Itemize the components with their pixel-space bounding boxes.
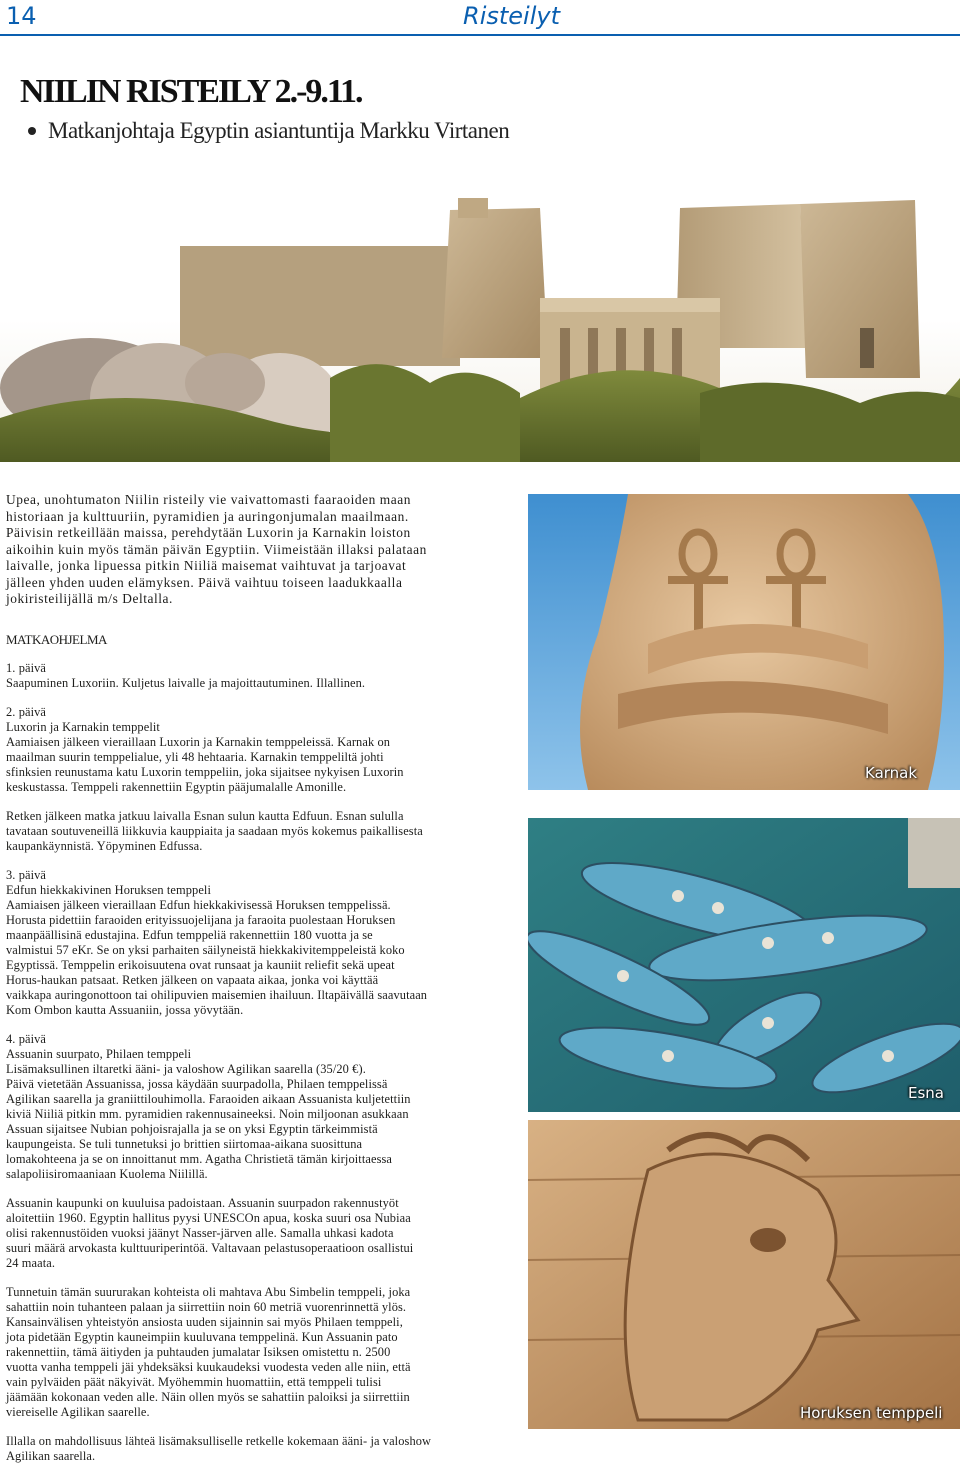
horus-caption: Horuksen temppeli xyxy=(800,1404,943,1422)
subtitle-text: Matkanjohtaja Egyptin asiantuntija Markku Virtanen xyxy=(48,118,510,143)
day2-line: keskustassa. Temppeli rakennettiin Egyptin pääjumalalle Amonille. xyxy=(6,780,347,794)
intro-line: Upea, unohtumaton Niilin risteily vie vaivattomasti faaraoiden maan xyxy=(6,492,411,507)
day3-line: Kom Ombon kautta Assuaniin, jossa yövytään. xyxy=(6,1003,244,1017)
page-number: 14 xyxy=(6,2,37,30)
day4-line: Agilikan saarella ja graniittilouhimolla. Faraoiden aikaan Assuanista kuljetettiin xyxy=(6,1092,411,1106)
aswan-line: suuri määrä arvokasta kulttuuriperintöä. Valtavaan pelastusoperaatioon osallistui xyxy=(6,1241,414,1255)
aswan-paragraph xyxy=(6,1196,508,1271)
main-title: NIILIN RISTEILY 2.-9.11. xyxy=(20,73,362,110)
esna-photo xyxy=(528,818,960,1112)
day4-label: 4. päivä xyxy=(6,1032,47,1046)
day1-section xyxy=(6,661,508,691)
day2-line: sfinksien reunustama katu Luxorin temppeliin, joka sijaitsee nykyisen Luxorin xyxy=(6,765,404,779)
day2-section xyxy=(6,705,508,795)
day4-line: Lisämaksullinen iltaretki ääni- ja valoshow Agilikan saarella (35/20 €). xyxy=(6,1062,366,1076)
esna-caption: Esna xyxy=(908,1084,944,1102)
day4-line: kiviä Niiliä pitkin mm. pyramidien rakennusaineeksi. Noin miljoonan asukkaan xyxy=(6,1107,409,1121)
aswan-line: 24 maata. xyxy=(6,1256,56,1270)
temple-photo xyxy=(0,178,960,462)
day3-line: valmistui 57 eKr. Se on yksi parhaiten säilyneistä hiekkakivitemppeleistä koko xyxy=(6,943,405,957)
day3-line: vaikkapa auringonottoon tai ohilipuvien maisemien ihailuun. Iltapäivällä saavutaan xyxy=(6,988,428,1002)
header-rule xyxy=(0,34,960,36)
day2-line: Luxorin ja Karnakin temppelit xyxy=(6,720,160,734)
day3-line: Egyptissä. Temppelin erikoisuutena ovat runsaat ja kauniit reliefit sekä upeat xyxy=(6,958,395,972)
abu-simbel-line: rakennettiin, tämä äitiyden ja puhtauden jumalatar Isiksen omistettu n. 2500 xyxy=(6,1345,391,1359)
intro-line: jälleen yhden uuden elämyksen. Päivä vaihtuu toiseen laadukkaalla xyxy=(6,574,403,590)
day2-line: Aamiaisen jälkeen vieraillaan Luxorin ja Karnakin temppeleissä. Karnak on xyxy=(6,735,391,749)
abu-simbel-line: Kansainvälisen yhteistyön ansiosta uuden sijainnin sai myös Philaen temppeli, xyxy=(6,1315,403,1329)
abu-simbel-line: jota pidetään Egyptin kauneimpiin kuuluvana temppelinä. Kun Assuanin pato xyxy=(6,1330,398,1344)
intro-line: aikoihin kuin myös tämän päivän Egyptiin. Viimeistään illaksi palataan xyxy=(6,541,427,557)
day3-section xyxy=(6,868,508,1018)
day4-section xyxy=(6,1032,508,1182)
abu-simbel-paragraph xyxy=(6,1285,508,1420)
section-title: Risteilyt xyxy=(463,2,560,30)
day1-label: 1. päivä xyxy=(6,661,47,675)
karnak-caption: Karnak xyxy=(865,764,918,782)
karnak-photo xyxy=(528,494,960,790)
day2-line: maailman suurin temppelialue, yli 48 hehtaaria. Karnakin temppeliltä johti xyxy=(6,750,384,764)
day3-line: Edfun hiekkakivinen Horuksen temppeli xyxy=(6,883,211,897)
evening-line: Illalla on mahdollisuus lähteä lisämaksulliselle retkelle kokemaan ääni- ja valoshow xyxy=(6,1434,432,1448)
aswan-line: olisi rakennustöiden vuoksi jäänyt Nasser-järven alle. Samalla uhkasi kadota xyxy=(6,1226,394,1240)
intro-paragraph xyxy=(6,492,506,608)
subtitle xyxy=(20,118,920,144)
day4-line: Assuanin suurpato, Philaen temppeli xyxy=(6,1047,192,1061)
day3-line: Horusta pidettiin faraoiden erityissuojelijana ja faraoita puolestaan Horuksen xyxy=(6,913,396,927)
day3-label: 3. päivä xyxy=(6,868,47,882)
day4-line: lomakohteena ja se on innoittanut mm. Agatha Christietä tämän kirjoittaessa xyxy=(6,1152,393,1166)
evening-paragraph xyxy=(6,1434,508,1464)
abu-simbel-line: vain pylväiden päät näkyivät. Myöhemmin huomattiin, että temppeli tulisi xyxy=(6,1375,382,1389)
day3-line: Horus-haukan patsaat. Retken jälkeen on vapaata aikaa, jonka voi käyttää xyxy=(6,973,379,987)
intro-line: historiaan ja kulttuuriin, pyramidien ja auringonjumalan maailmaan. xyxy=(6,508,409,524)
intro-line: jokiristeilijällä m/s Deltalla. xyxy=(6,591,173,606)
day2-extra-line: tavataan soutuveneillä liikkuvia kauppiaita ja saadaan myös kokemus paikallisesta xyxy=(6,824,423,838)
bullet-icon xyxy=(28,127,36,135)
abu-simbel-line: viereiselle Agilikan saarelle. xyxy=(6,1405,150,1419)
intro-line: laivalle, jonka lipuessa pitkin Niiliä maisemat vaihtuvat ja tarjoavat xyxy=(6,558,407,573)
abu-simbel-line: jäämään kokonaan veden alle. Näin ollen myös se sahattiin paloiksi ja siirrettiin xyxy=(6,1390,410,1404)
day4-line: Assuan sijaitsee Nubian pohjoisrajalla ja se on yksi Egyptin tärkeimmistä xyxy=(6,1122,378,1136)
intro-line: Päivisin retkeillään maissa, perehdytään Luxorin ja Karnakin loiston xyxy=(6,525,411,540)
day3-line: Aamiaisen jälkeen vieraillaan Edfun hiekkakivisessä Horuksen temppelissä. xyxy=(6,898,391,912)
day2-extra xyxy=(6,809,508,854)
title-block xyxy=(20,72,920,144)
abu-simbel-line: vuotta vanha temppeli jäi yhdeksäksi kuukaudeksi vuodesta veden alle niin, että xyxy=(6,1360,411,1374)
program-column xyxy=(6,632,508,1478)
day4-line: salapoliisiromaaniaan Kuolema Niilillä. xyxy=(6,1167,208,1181)
page-header xyxy=(0,0,960,40)
program-heading: MATKAOHJELMA xyxy=(6,632,107,647)
aswan-line: aloitettiin 1960. Egyptin hallitus pyysi UNESCOn apua, koska suuri osa Nubiaa xyxy=(6,1211,411,1225)
day4-line: kaupungeista. Se tuli tunnetuksi jo brittien siirtomaa-aikana suosittuna xyxy=(6,1137,363,1151)
day2-extra-line: kaupankäynnistä. Yöpyminen Edfussa. xyxy=(6,839,203,853)
day2-extra-line: Retken jälkeen matka jatkuu laivalla Esnan sulun kautta Edfuun. Esnan sululla xyxy=(6,809,404,823)
day4-line: Päivä vietetään Assuanissa, jossa käydään suurpadolla, Philaen temppelissä xyxy=(6,1077,388,1091)
day1-text: Saapuminen Luxoriin. Kuljetus laivalle ja majoittautuminen. Illallinen. xyxy=(6,676,366,690)
horus-photo xyxy=(528,1120,960,1429)
abu-simbel-line: sahattiin noin tuhanteen palaan ja siirrettiin noin 60 metriä vuorenrinnettä ylös. xyxy=(6,1300,407,1314)
day2-label: 2. päivä xyxy=(6,705,47,719)
day3-line: maanpäällisinä edustajina. Edfun temppeliä rakennettiin 180 vuotta ja se xyxy=(6,928,373,942)
aswan-line: Assuanin kaupunki on kuuluisa padoistaan. Assuanin suurpadon rakennustyöt xyxy=(6,1196,399,1210)
evening-line: Agilikan saarella. xyxy=(6,1449,96,1463)
abu-simbel-line: Tunnetuin tämän suururakan kohteista oli mahtava Abu Simbelin temppeli, joka xyxy=(6,1285,411,1299)
